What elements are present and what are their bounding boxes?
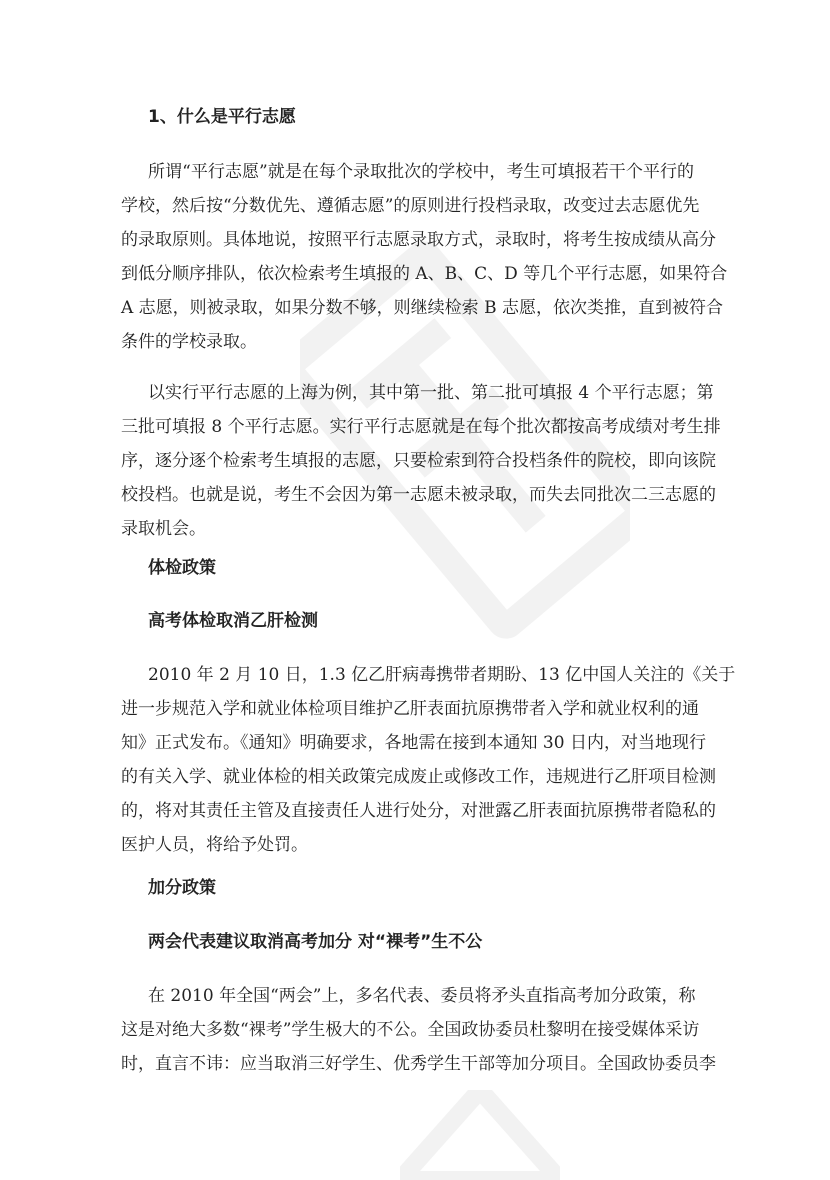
text-line: 的录取原则。具体地说，按照平行志愿录取方式，录取时，将考生按成绩从高分 <box>121 230 716 250</box>
text-line: 的，将对其责任主管及直接责任人进行处分，对泄露乙肝表面抗原携带者隐私的 <box>121 801 716 821</box>
section-heading: 加分政策 <box>148 878 216 898</box>
text-line: 序，逐分逐个检索考生填报的志愿，只要检索到符合投档条件的院校，即向该院 <box>121 451 716 471</box>
text-line: 2010 年 2 月 10 日，1.3 亿乙肝病毒携带者期盼、13 亿中国人关注的《关于 <box>148 665 736 685</box>
text-line: 知》正式发布。《通知》明确要求，各地需在接到本通知 30 日内，对当地现行 <box>121 733 706 753</box>
text-line: 在 2010 年全国“两会”上，多名代表、委员将矛头直指高考加分政策，称 <box>148 986 696 1006</box>
text-line: 以实行平行志愿的上海为例，其中第一批、第二批可填报 4 个平行志愿；第 <box>148 383 714 403</box>
watermark-icon <box>400 1090 560 1180</box>
section-heading: 体检政策 <box>148 558 216 578</box>
text-line: 所谓“平行志愿”就是在每个录取批次的学校中，考生可填报若干个平行的 <box>148 162 694 182</box>
text-line: 时，直言不讳：应当取消三好学生、优秀学生干部等加分项目。全国政协委员李 <box>121 1054 716 1074</box>
text-line: 条件的学校录取。 <box>121 332 257 352</box>
text-line: 到低分顺序排队，依次检索考生填报的 A、B、C、D 等几个平行志愿，如果符合 <box>121 264 728 284</box>
text-line: 录取机会。 <box>121 519 206 539</box>
text-line: 医护人员，将给予处罚。 <box>121 835 308 855</box>
text-line: 校投档。也就是说，考生不会因为第一志愿未被录取，而失去同批次二三志愿的 <box>121 485 716 505</box>
text-line: 进一步规范入学和就业体检项目维护乙肝表面抗原携带者入学和就业权利的通 <box>121 699 699 719</box>
text-line: A 志愿，则被录取，如果分数不够，则继续检索 B 志愿，依次类推，直到被符合 <box>121 298 723 318</box>
text-line: 三批可填报 8 个平行志愿。实行平行志愿就是在每个批次都按高考成绩对考生排 <box>121 417 721 437</box>
section-subheading: 高考体检取消乙肝检测 <box>148 611 318 631</box>
text-line: 的有关入学、就业体检的相关政策完成废止或修改工作，违规进行乙肝项目检测 <box>121 767 716 787</box>
section-subheading: 两会代表建议取消高考加分 对“裸考”生不公 <box>148 932 483 952</box>
text-line: 学校，然后按“分数优先、遵循志愿”的原则进行投档录取，改变过去志愿优先 <box>121 196 700 216</box>
watermark-icon <box>300 230 630 650</box>
text-line: 这是对绝大多数“裸考”学生极大的不公。全国政协委员杜黎明在接受媒体采访 <box>121 1020 700 1040</box>
section-heading: 1、什么是平行志愿 <box>148 107 296 127</box>
